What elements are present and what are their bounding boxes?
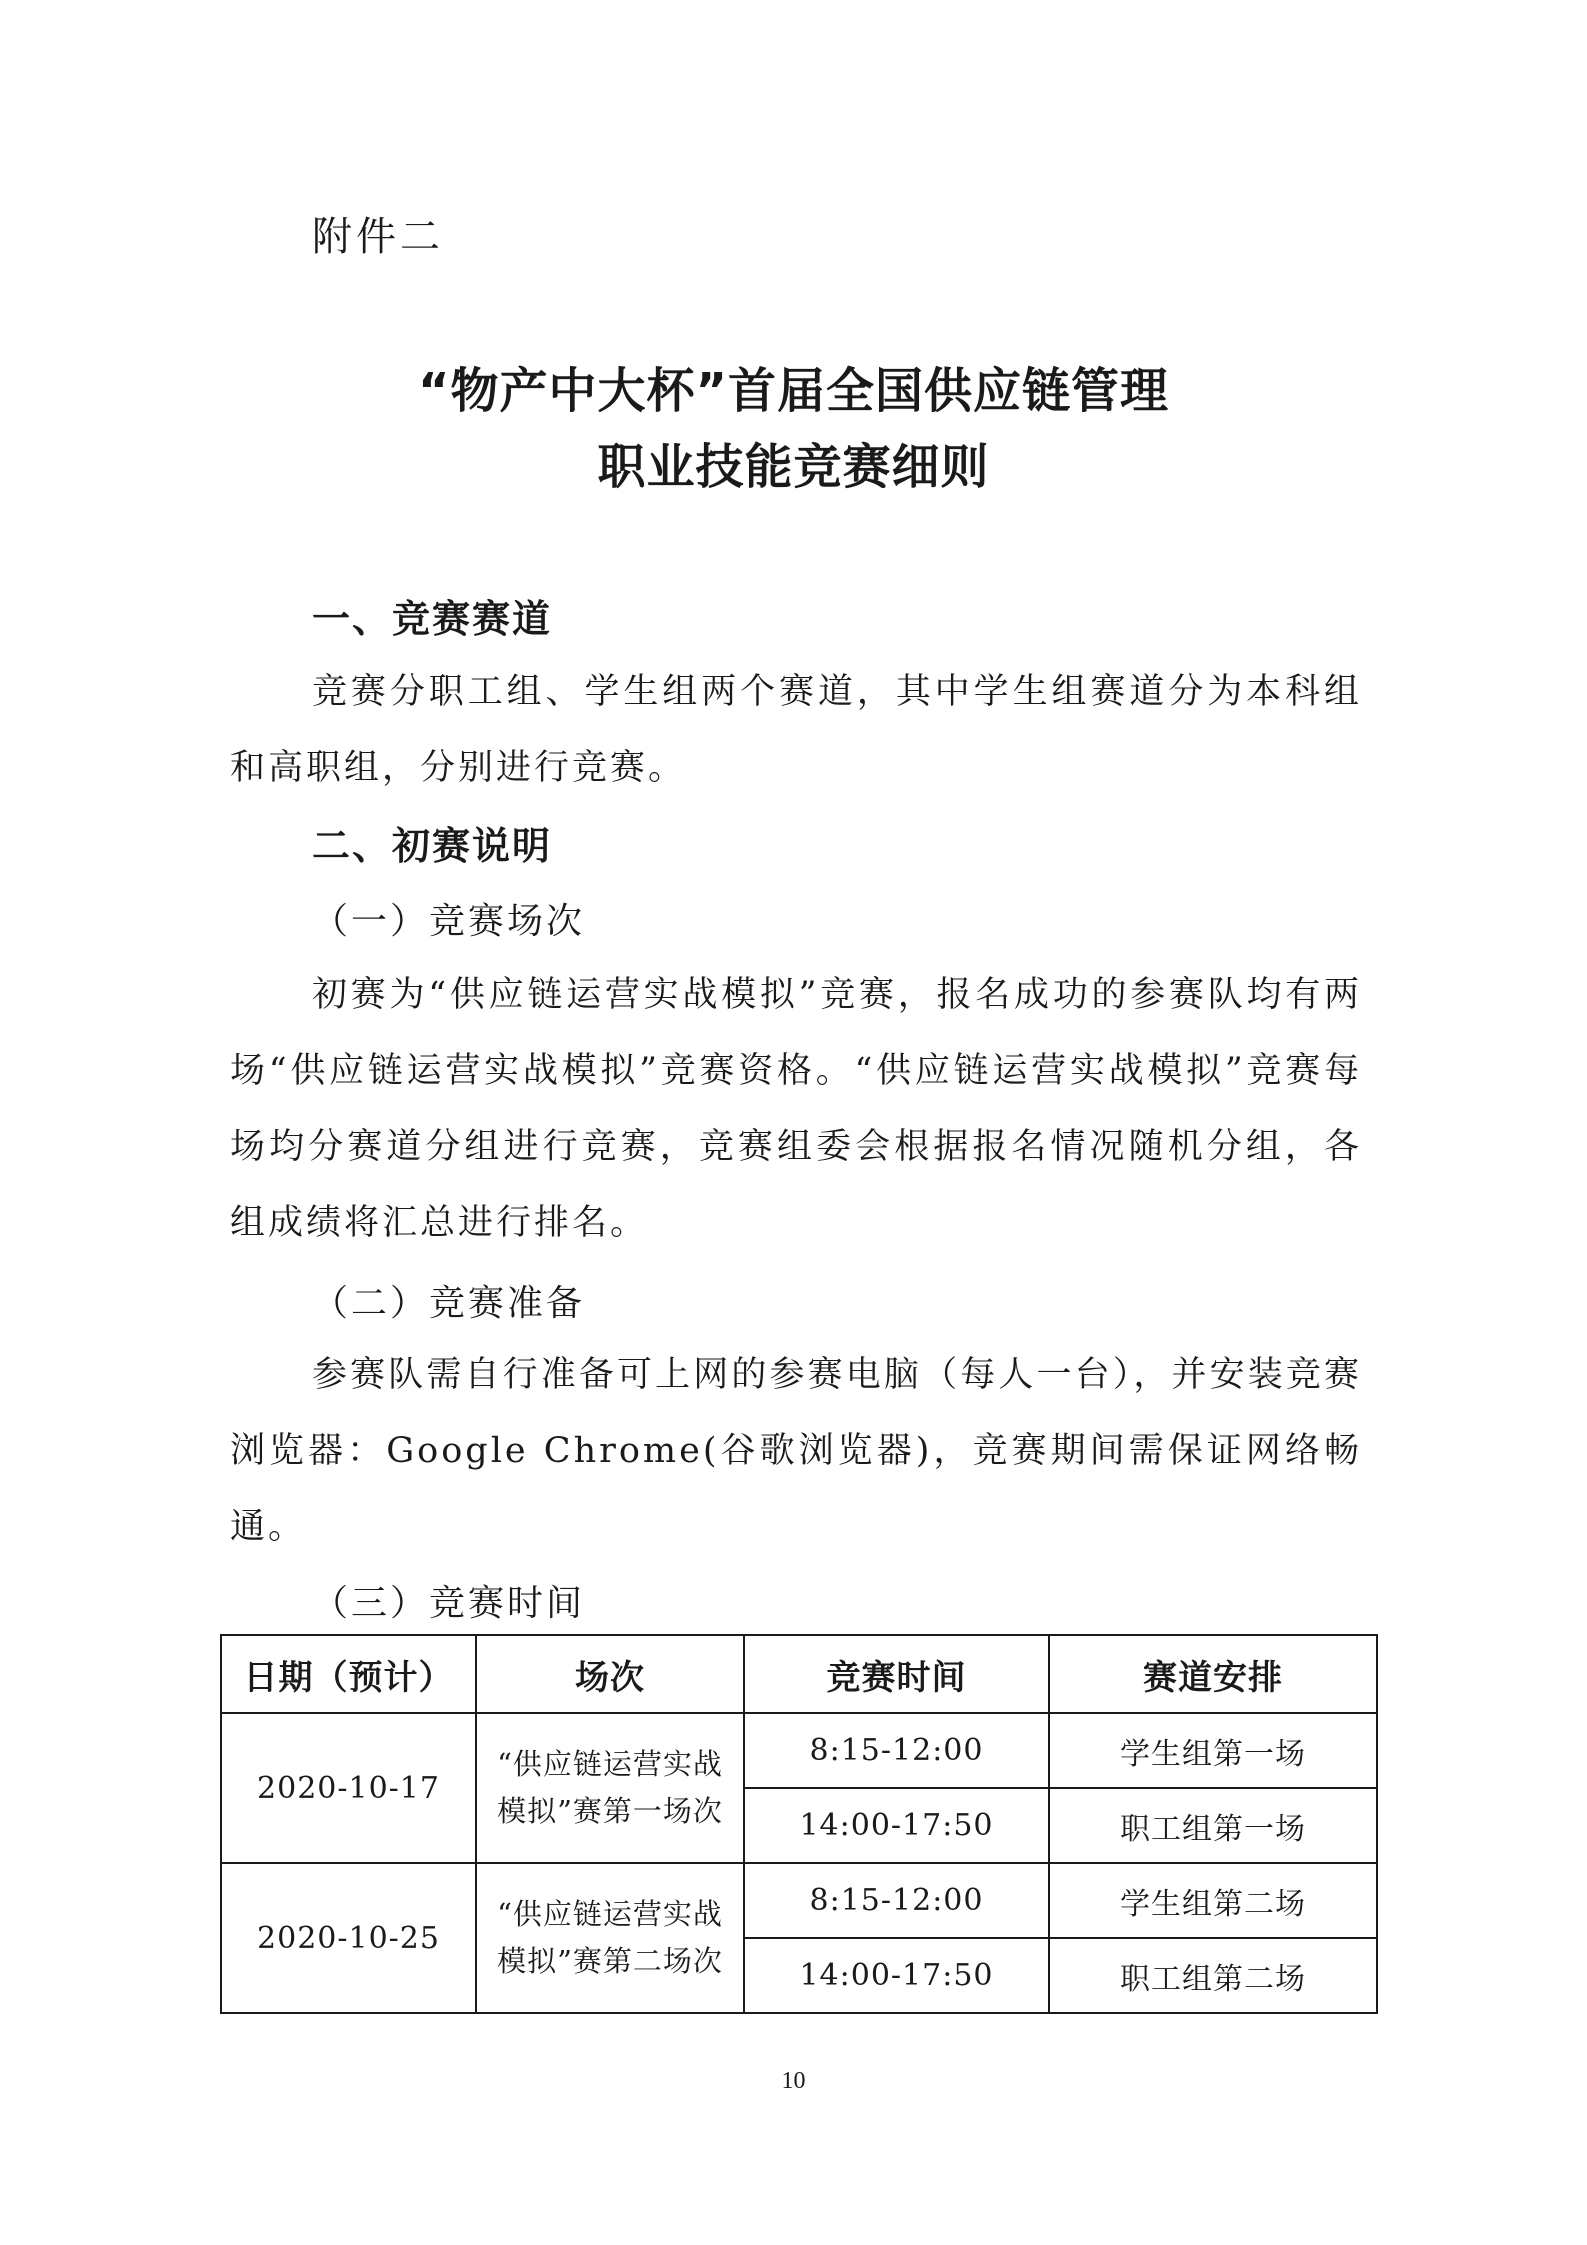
time-cell: 8:15-12:00 <box>744 1713 1049 1788</box>
schedule-table <box>220 1634 1378 2014</box>
column-header-time: 竞赛时间 <box>744 1635 1049 1713</box>
section-paragraph-tracks: 竞赛分职工组、学生组两个赛道，其中学生组赛道分为本科组和高职组，分别进行竞赛。 <box>230 672 1362 788</box>
time-cell: 8:15-12:00 <box>744 1863 1049 1938</box>
track-cell: 学生组第二场 <box>1049 1863 1377 1938</box>
column-header-track: 赛道安排 <box>1049 1635 1377 1713</box>
time-cell: 14:00-17:50 <box>744 1938 1049 2013</box>
time-cell: 14:00-17:50 <box>744 1788 1049 1863</box>
column-header-session: 场次 <box>476 1635 744 1713</box>
page-number: 10 <box>781 2068 806 2094</box>
date-cell: 2020-10-17 <box>221 1713 476 1863</box>
section-heading-preliminary: 二、初赛说明 <box>312 824 553 868</box>
track-cell: 学生组第一场 <box>1049 1713 1377 1788</box>
section-heading-tracks: 一、竞赛赛道 <box>312 597 553 641</box>
track-cell: 职工组第二场 <box>1049 1938 1377 2013</box>
subheading-sessions: （一）竞赛场次 <box>312 901 586 942</box>
paragraph-preparation: 参赛队需自行准备可上网的参赛电脑（每人一台），并安装竞赛浏览器：Google Chrome(谷歌浏览器)，竞赛期间需保证网络畅通。 <box>230 1355 1362 1547</box>
table-row <box>221 1863 1377 1938</box>
session-cell: “供应链运营实战模拟”赛第二场次 <box>476 1863 744 2013</box>
table-header-row <box>221 1635 1377 1713</box>
subheading-preparation: （二）竞赛准备 <box>312 1283 586 1324</box>
paragraph-sessions: 初赛为“供应链运营实战模拟”竞赛，报名成功的参赛队均有两场“供应链运营实战模拟”竞赛资格。“供应链运营实战模拟”竞赛每场均分赛道分组进行竞赛，竞赛组委会根据报名情况随机分组，各组成绩将汇总进行排名。 <box>230 975 1362 1243</box>
table-row <box>221 1713 1377 1788</box>
column-header-date: 日期（预计） <box>221 1635 476 1713</box>
attachment-label: 附件二 <box>312 214 444 260</box>
session-cell: “供应链运营实战模拟”赛第一场次 <box>476 1713 744 1863</box>
subheading-schedule: （三）竞赛时间 <box>312 1583 586 1624</box>
track-cell: 职工组第一场 <box>1049 1788 1377 1863</box>
document-title-line-1: “物产中大杯”首届全国供应链管理 <box>417 363 1170 419</box>
document-title-line-2: 职业技能竞赛细则 <box>597 439 990 495</box>
date-cell: 2020-10-25 <box>221 1863 476 2013</box>
